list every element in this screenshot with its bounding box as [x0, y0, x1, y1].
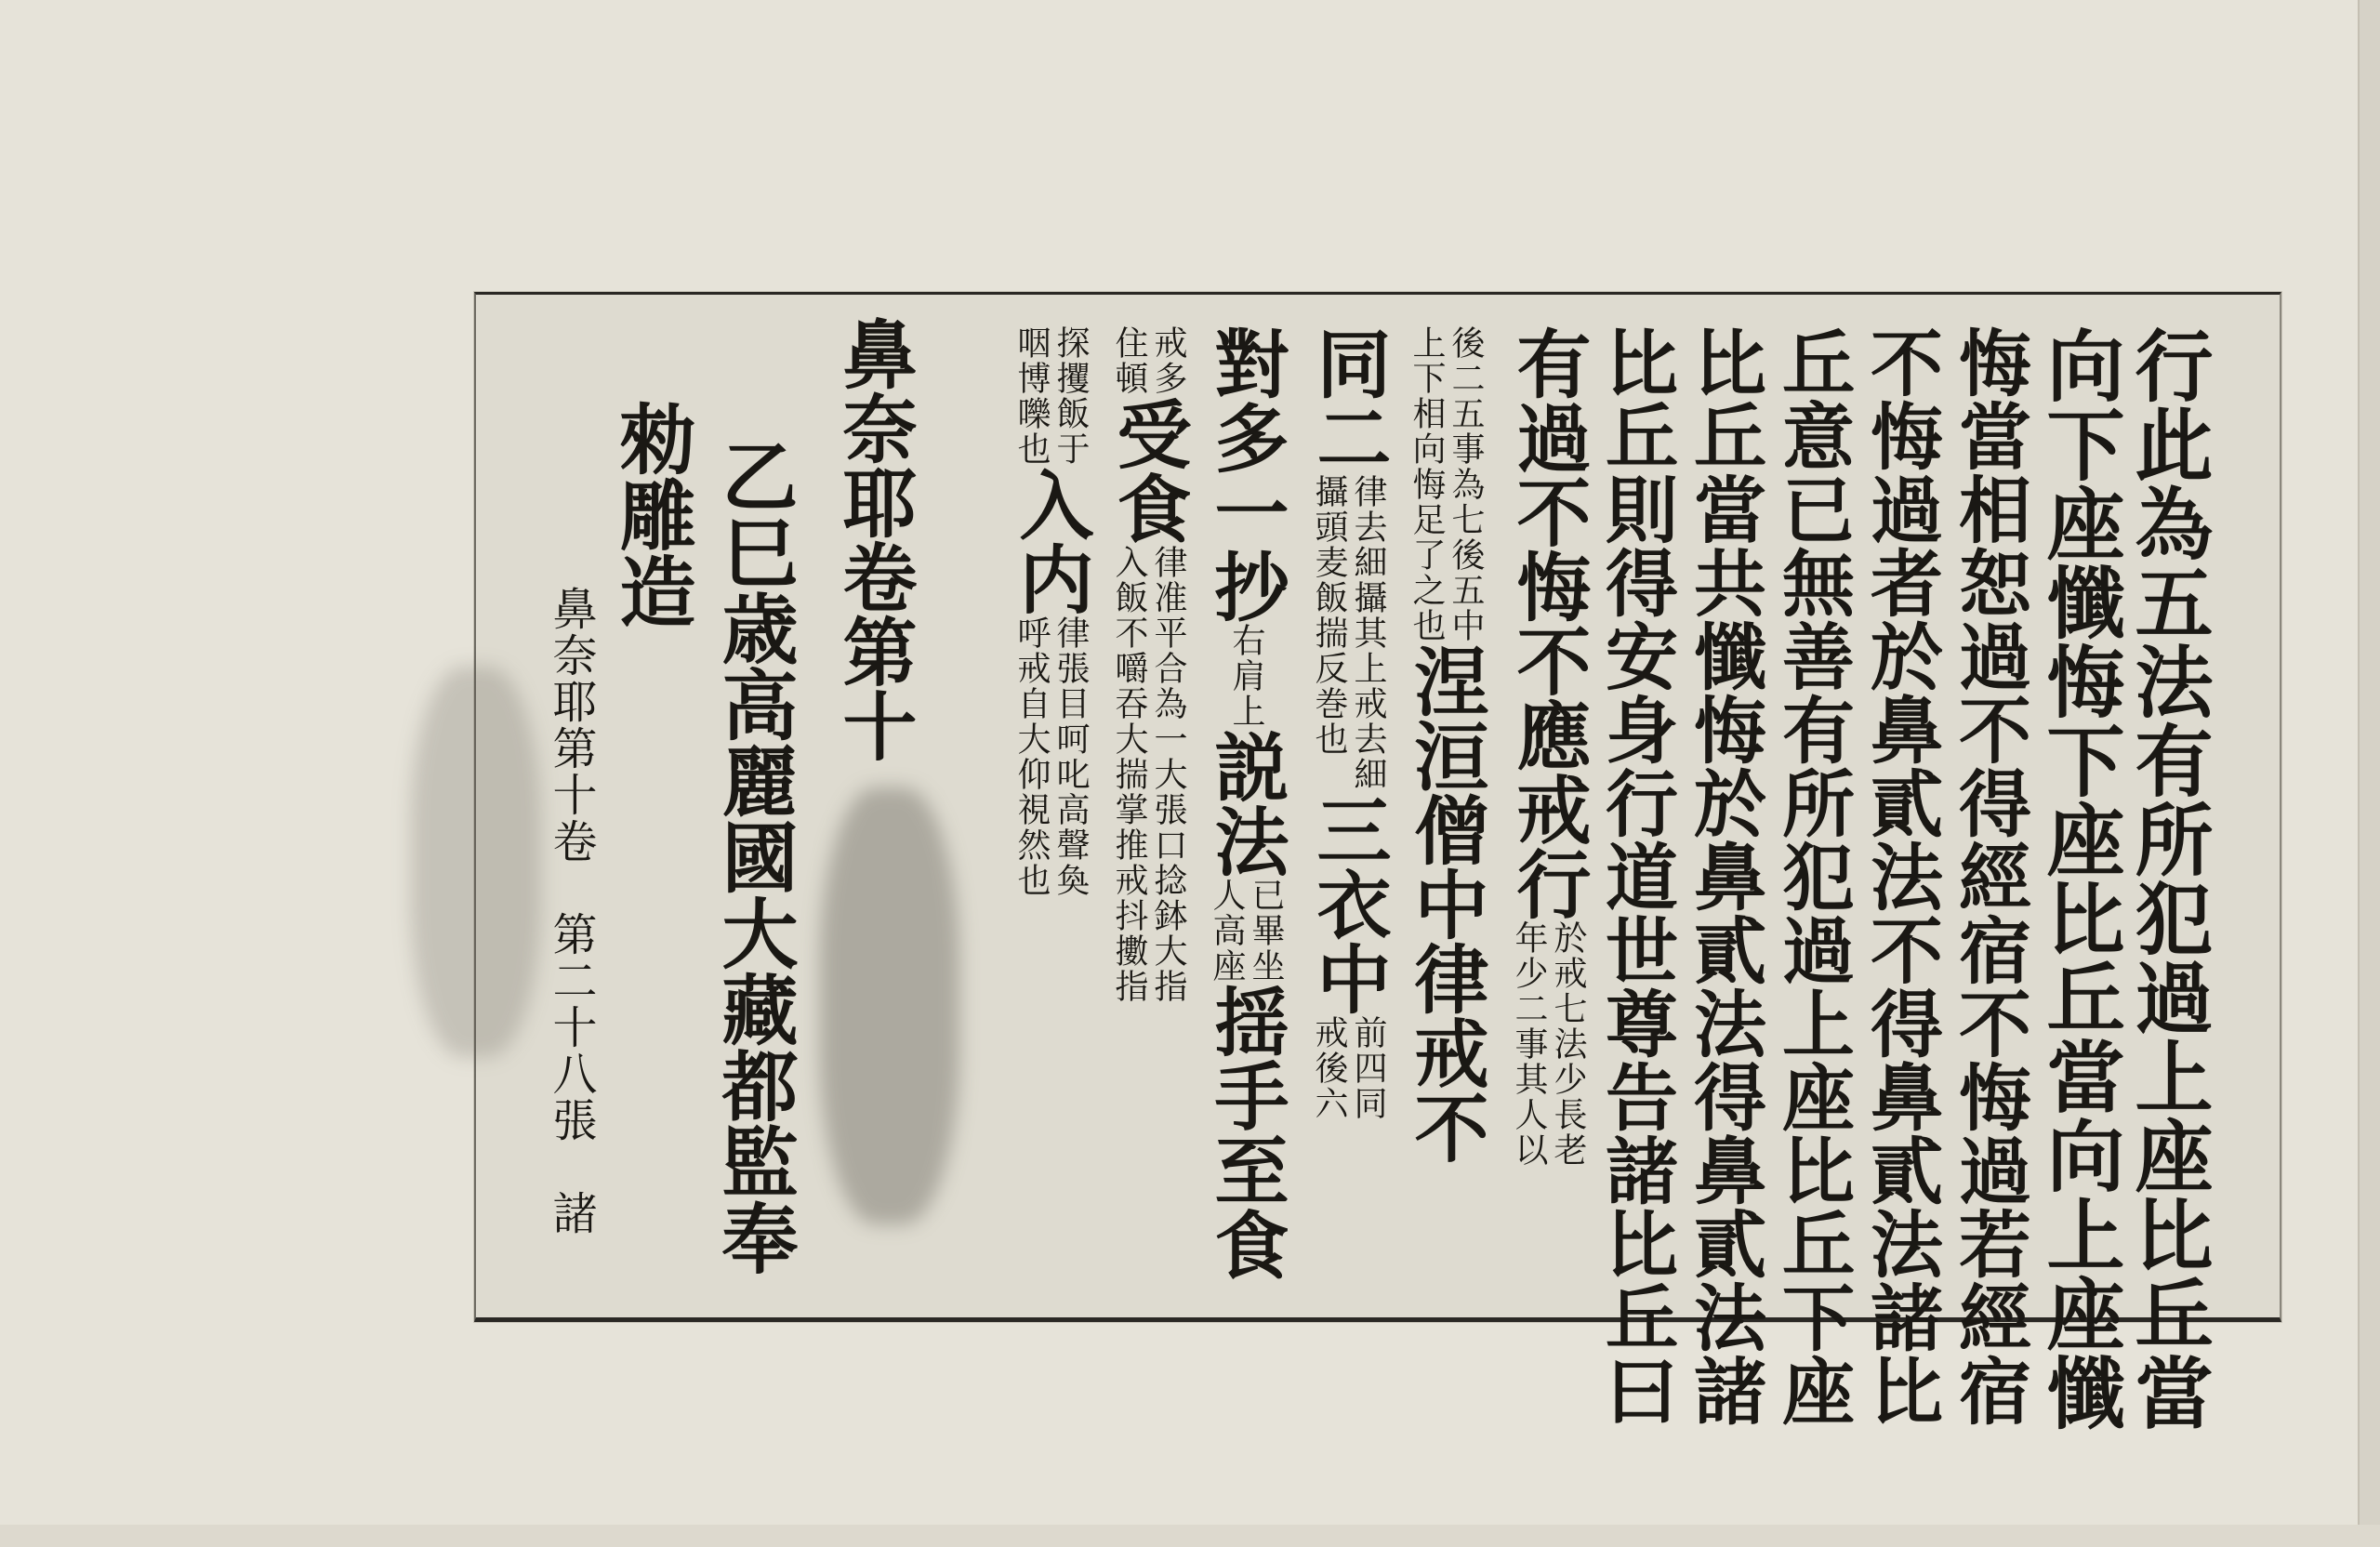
page-edge	[2358, 0, 2380, 1547]
main-text: 三衣中	[1304, 792, 1392, 1015]
main-text: 入内	[1007, 467, 1094, 615]
main-text: 受食	[1104, 396, 1192, 545]
main-text: 揺手至食	[1202, 984, 1289, 1281]
note-line: 攝頭麦飯揣反巻也	[1310, 474, 1348, 757]
text-column-2: 向下座懺悔下座比丘當向上座懺	[2034, 325, 2126, 1432]
mixed-column-5	[1097, 325, 1199, 1329]
main-text: 同二	[1304, 325, 1392, 474]
text-column-7: 比丘則得安身行道世尊告諸比丘曰	[1593, 325, 1678, 1427]
interlinear-note	[1110, 545, 1187, 1004]
interlinear-note	[1310, 1015, 1387, 1121]
text-column-6: 比丘當共懺悔於鼻貳法得鼻貳法諸	[1682, 325, 1766, 1427]
interlinear-note	[1229, 623, 1263, 729]
text-column-1: 行此為五法有所犯過上座比丘當	[2122, 325, 2215, 1432]
main-text: 有過不悔不應戒行	[1504, 325, 1592, 920]
ink-smudge	[820, 787, 959, 1224]
note-line: 律准平合為一大張口捻鉢大指	[1149, 545, 1187, 1004]
fascicle-title: 鼻奈耶卷第十	[830, 316, 918, 762]
note-line: 已畢坐	[1247, 878, 1285, 984]
mixed-column-1	[1497, 325, 1599, 1329]
interlinear-note	[1510, 920, 1587, 1168]
main-text: 説法	[1202, 729, 1289, 878]
interlinear-note	[1408, 325, 1485, 643]
mixed-column-4	[1195, 325, 1297, 1329]
text-column-4: 不悔過者於鼻貳法不得鼻貳法諸比	[1858, 325, 1943, 1427]
note-line: 右肩上	[1227, 623, 1265, 729]
note-line: 呼戒自大仰視然也	[1012, 615, 1051, 898]
interlinear-note	[1208, 878, 1285, 984]
mixed-column-2	[1395, 325, 1497, 1329]
note-line: 入飯不嚼吞大揣掌推戒抖擻指	[1110, 545, 1148, 1004]
note-line: 上下相向悔足了之也	[1408, 325, 1446, 643]
colophon-order: 勑雕造	[607, 400, 696, 628]
note-line: 住頓	[1110, 325, 1148, 396]
note-line: 戒後六	[1310, 1015, 1348, 1121]
note-line: 於戒七法少長老	[1549, 920, 1587, 1168]
interlinear-note	[1012, 615, 1090, 898]
mixed-column-6	[999, 325, 1102, 1329]
note-line: 戒多	[1149, 325, 1187, 396]
note-line: 年少二事其人以	[1510, 920, 1548, 1168]
margin-note: 鼻奈耶第十卷 第二十八張 諸	[545, 586, 597, 1236]
ink-smudge	[411, 667, 541, 1057]
note-line: 前四同	[1349, 1015, 1387, 1121]
note-line: 律去細攝其上戒去細	[1349, 474, 1387, 792]
note-line: 後二五事為七後五中	[1447, 325, 1485, 643]
text-column-3: 悔當相恕過不得經宿不悔過若經宿	[1947, 325, 2031, 1427]
note-line: 人高座	[1208, 878, 1246, 984]
main-text: 涅洹僧中律戒不	[1402, 643, 1489, 1164]
colophon-year: 乙巳歳高麗國大藏都監奉	[709, 437, 799, 1276]
page-bottom-edge	[0, 1525, 2380, 1547]
main-text: 對多一抄	[1202, 325, 1289, 623]
note-line: 探攫飯于	[1051, 325, 1090, 467]
text-column-5: 丘意已無善有所犯過上座比丘下座	[1770, 325, 1855, 1427]
interlinear-note	[1110, 325, 1187, 396]
note-line: 律張目呵叱高聲奐	[1051, 615, 1090, 898]
interlinear-note	[1012, 325, 1090, 467]
mixed-column-3	[1297, 325, 1399, 1329]
interlinear-note	[1310, 474, 1387, 792]
note-line: 咽博嚛也	[1012, 325, 1051, 467]
